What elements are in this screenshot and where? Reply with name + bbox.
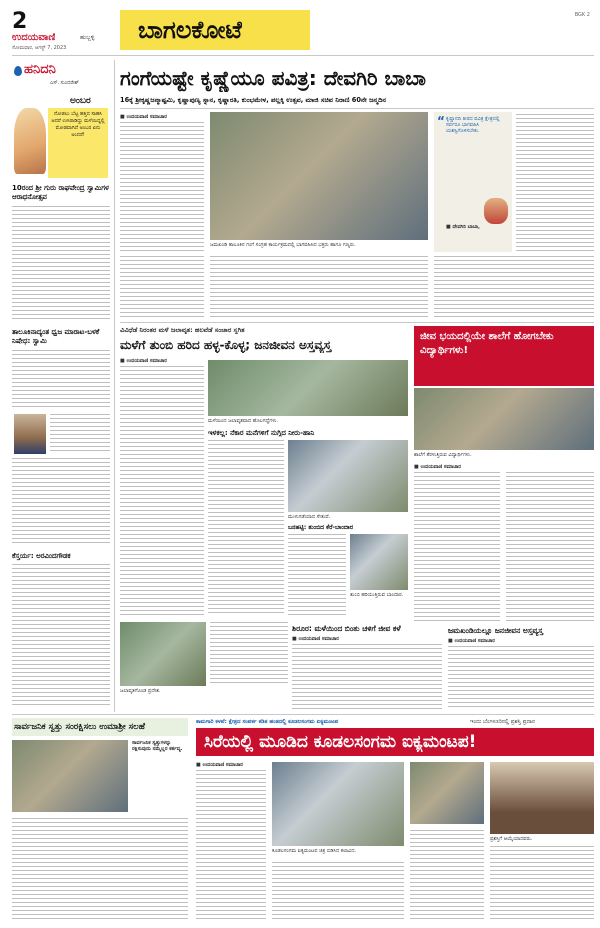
rain-body-col-4 (210, 622, 288, 686)
small-story-1-body (292, 644, 442, 710)
drop-icon (14, 66, 22, 76)
lead-subhead: 16ಕ್ಕೆ ಶ್ರೀಕೃಷ್ಣಜನ್ಮಾಷ್ಟಮಿ, ಕೃಷ್ಣಾಪುಣ್ಯ ಸ್ನಾನ, ಕೃಷ್ಣಾರತಿ, ಕುಂಭಮೇಳ, ಪಲ್ಲಕ್ಕಿ ಉತ್ಸವ, ಮಾಜಿ ಸಚಿವ ನಿರಾಣಿ 60ನೇ ಜನ್ಮದಿನ (120, 96, 386, 104)
masthead-rule (12, 55, 594, 56)
bottom-left-body (12, 818, 188, 920)
lead-photo-caption: ಜಮಖಂಡಿ ತಾಲೂಕಿನ ಗಂಗೆ ಸಂಗ್ರಹ ಕಾರ್ಯಕ್ರಮದಲ್ಲಿ ಭಾಗವಹಿಸಿದ ಭಕ್ತರು ಹಾಗೂ ಗಣ್ಯರು. (210, 242, 356, 248)
bottom-rule (12, 714, 594, 715)
quote-marks-icon: “ (437, 114, 445, 128)
lead-headline: ಗಂಗೆಯಷ್ಟೇ ಕೃಷ್ಣೆಯೂ ಪವಿತ್ರ: ದೇವಗಿರಿ ಬಾಬಾ (120, 66, 426, 90)
edition: ಹುಬ್ಬಳ್ಳಿ (80, 34, 95, 41)
hanidani-poem: ನೋಡಲು ಬೆಟ್ಟ ಹತ್ತಿದ ಸಾಹಸಿ ಆದರೆ ಉಸಿರಾಡಿದ್ದು ಮಳೆಯಿದ್ದಲ್ಲಿ ಮೋಡವಾಗಿದೆ ಅಂಬರ ಏನು ಅಂದರೆ! (51, 111, 105, 138)
hanidani-art (14, 108, 46, 174)
small-story-2-body (448, 646, 594, 710)
left-story-2-photo (14, 414, 46, 454)
page-number: 2 (12, 10, 28, 34)
bottom-photo-caption: ಕೂಡಲಸಂಗಮ ಐಕ್ಯಮಂಟಪ ಚಿತ್ರ ಬಿಡಿಸಿದ ಕಲಾವಿದ. (272, 848, 357, 854)
hanidani-brand: ಹನಿದನಿ (24, 62, 56, 77)
rain-photo-caption: ಮಳೆಯಿಂದ ಜಲಾವೃತವಾದ ಹೊಲಗದ್ದೆಗಳು. (208, 418, 278, 424)
lead-bottom-rule (120, 322, 594, 323)
rain-subheading: ಇಳಕಲ್ಲ: ನೆಕಾರ ಮನೆಗಳಿಗೆ ನುಗ್ಗಿದ ನೀರು-ಹಾನಿ (208, 429, 315, 437)
side-box-photo (414, 388, 594, 450)
bottom-left-headline: ಸಾರ್ವಜನಿಕ ಸ್ವತ್ತು ಸಂರಕ್ಷಿಸಲು ಉಮಾಶ್ರೀ ಸಲಹೆ (14, 722, 145, 732)
rain-body-col-1 (120, 366, 204, 616)
rain-sub2: ಬನಹಟ್ಟಿ: ತುಂಬಿದ ಕೆರೆ-ಬಾಂದಾರ (288, 524, 354, 531)
lead-rule (120, 108, 594, 109)
left-story-2-body-a (12, 350, 110, 410)
rain-photo-3-caption: ತುಂಬಿ ಹರಿಯುತ್ತಿರುವ ಬಾಂದಾರ. (350, 592, 404, 598)
bottom-headline-box (196, 728, 594, 756)
small-story-1-headline: ಶಿರೂರ: ಮಳೆಯಿಂದ ಬಿಂತು ಚಳಿಗೆ ಜೀವ ಕಳೆ (292, 624, 401, 633)
bottom-headline: ಸಿರೆಯಲ್ಲಿ ಮೂಡಿದ ಕೂಡಲಸಂಗಮ ಐಕ್ಯಮಂಟಪ! (204, 732, 477, 752)
lead-quote-name: ■ ದೇವಗಿರಿ ಬಾಬಾ, (446, 224, 480, 230)
rain-photo-2-caption: ಮುಳುಗಡೆಯಾದ ಸೇತುವೆ. (288, 514, 331, 520)
hanidani-poem-box (48, 108, 108, 178)
side-box-body-1 (414, 472, 500, 622)
bottom-right-caption: ಪ್ರಶಸ್ತಿಗೆ ಆಯ್ಕೆಯಾದವರು. (490, 836, 533, 842)
lead-body-col-2 (516, 114, 594, 252)
bottom-body-3 (410, 830, 484, 920)
left-story-1-headline: 10ರಂದ ಶ್ರೀ ಗುರು ರಾಘವೇಂದ್ರ ಸ್ವಾಮಿಗಳ ಆರಾಧನೋತ್ಸವ (12, 184, 109, 201)
corner-label: BGK 2 (574, 12, 590, 18)
masthead (12, 10, 594, 50)
left-story-3-headline: ಕೆಸ್ತರ್ಯ: ಅರವಿಂದಗೌಡಕ (12, 552, 71, 560)
left-story-3-body (12, 564, 110, 708)
bottom-right-photo (490, 762, 594, 834)
rain-photo-4-caption: ಜಲಾವೃತಗೊಂಡ ಪ್ರದೇಶ. (120, 688, 161, 694)
lead-quote-photo (484, 198, 508, 224)
bottom-photo (272, 762, 404, 846)
left-story-2-body-c (12, 458, 110, 546)
bottom-mid-photo (410, 762, 484, 824)
rain-photo-2 (288, 440, 408, 512)
left-story-1-body (12, 206, 110, 322)
rain-photo-4 (120, 622, 206, 686)
left-story-1 (12, 184, 110, 324)
side-box-body-2 (506, 472, 594, 622)
bottom-right-kicker: ಇಂದು ಬೆಂಗಳೂರಿನಲ್ಲಿ ಪ್ರಶಸ್ತಿ ಪ್ರದಾನ (470, 719, 536, 725)
bottom-body-4 (490, 846, 594, 920)
section-title: ಬಾಗಲಕೋಟೆ (138, 16, 243, 44)
hanidani-box (12, 60, 110, 180)
bottom-left-quote: ಸಾರ್ವಜನಿಕ ಸ್ವತ್ತುಗಳನ್ನು ರಕ್ಷಿಸುವುದು ನಮ್ಮೆಲ್ಲರ ಕರ್ತವ್ಯ. (132, 740, 183, 752)
date: ಸೋಮವಾರ, ಆಗಸ್ಟ್ 7, 2023 (12, 45, 67, 51)
section-title-box (120, 10, 310, 50)
lead-photo (210, 112, 428, 240)
rain-body-col-3 (288, 534, 346, 616)
rain-headline: ಮಳೆಗೆ ತುಂಬಿ ಹರಿದ ಹಳ್ಳ-ಕೊಳ್ಳ; ಜನಜೀವನ ಅಸ್ತವ್ಯಸ್ತ (120, 338, 332, 352)
bottom-byline: ■ ಉದಯವಾಣಿ ಸಮಾಚಾರ (196, 762, 243, 768)
rain-photo-3 (350, 534, 408, 590)
rain-byline: ■ ಉದಯವಾಣಿ ಸಮಾಚಾರ (120, 358, 167, 364)
bottom-body-1 (196, 770, 266, 920)
lead-quote-text: ಕೃಷ್ಣಾನದಿ ತೀರದ ಪವಿತ್ರ ಕ್ಷೇತ್ರದಲ್ಲಿ ಸರ್ವರೂ ಭಾಗವಹಿಸಿ ಯಶಸ್ವಿಗೊಳಿಸಬೇಕು. (446, 116, 500, 134)
side-box (414, 326, 594, 386)
bottom-left-headline-box (12, 718, 188, 736)
bottom-body-2 (272, 862, 404, 920)
small-story-1-byline: ■ ಉದಯವಾಣಿ ಸಮಾಚಾರ (292, 636, 339, 642)
lead-body-col-3 (210, 256, 428, 318)
lead-body-col-4 (434, 256, 594, 318)
rain-body-col-2 (208, 440, 284, 616)
side-box-headline: ಜೀವ ಭಯದಲ್ಲಿಯೇ ಶಾಲೆಗೆ ಹೋಗಬೇಕು ವಿದ್ಯಾರ್ಥಿಗಳು! (420, 331, 554, 356)
side-box-byline: ■ ಉದಯವಾಣಿ ಸಮಾಚಾರ (414, 464, 461, 470)
hanidani-subtitle: ಅಂಬರ (70, 96, 91, 106)
hanidani-author: ಎಸ್. ಸುಂದರೇಶ್ (50, 80, 79, 86)
left-col-divider (114, 60, 115, 712)
bottom-left-photo (12, 740, 128, 812)
left-story-3 (12, 552, 110, 710)
lead-quote-box (434, 112, 512, 252)
side-box-photo-caption: ಶಾಲೆಗೆ ತೆರಳುತ್ತಿರುವ ವಿದ್ಯಾರ್ಥಿಗಳು. (414, 452, 472, 458)
left-story-2 (12, 328, 110, 548)
rain-photo (208, 360, 408, 416)
small-story-2-headline: ಜಮಖಂಡಿಯಲ್ಲೂ ಜನಜೀವನ ಅಸ್ತವ್ಯಸ್ತ (448, 626, 543, 635)
left-story-2-headline: ತಾಲೂಕಿನಾದ್ಯಂತ ಧ್ವಜ ಮಾರಾಟ-ಬಳಕೆ ನಿಷೇಧ: ಸ್ವಾಮಿ (12, 328, 100, 345)
lead-body-col-1 (120, 122, 204, 252)
small-story-2-byline: ■ ಉದಯವಾಣಿ ಸಮಾಚಾರ (448, 638, 495, 644)
lead-body-col-5 (120, 256, 204, 318)
bottom-kicker: ಕಾಮಗಾರಿ ಕಳಪೆ: ಕ್ಷೇತ್ರದ ಸಂಪರ್ಕ ಕಡಿತ ಹಂತದಲ್ಲಿ ಕೂಡಲಸಂಗಮ ಏಕ್ಯಮಂಟಪ (196, 719, 339, 725)
left-story-2-body-b (50, 414, 110, 454)
paper-name: ಉದಯವಾಣಿ (12, 32, 56, 43)
lead-byline: ■ ಉದಯವಾಣಿ ಸಮಾಚಾರ (120, 114, 167, 120)
rain-kicker: ವಿವಿಧೆಡೆ ನಿರಂತರ ಮಳೆ ಜಲಾವೃತ: ಹಲವೆಡೆ ಸಂಚಾರ ಸ್ಥಗಿತ (120, 326, 245, 334)
